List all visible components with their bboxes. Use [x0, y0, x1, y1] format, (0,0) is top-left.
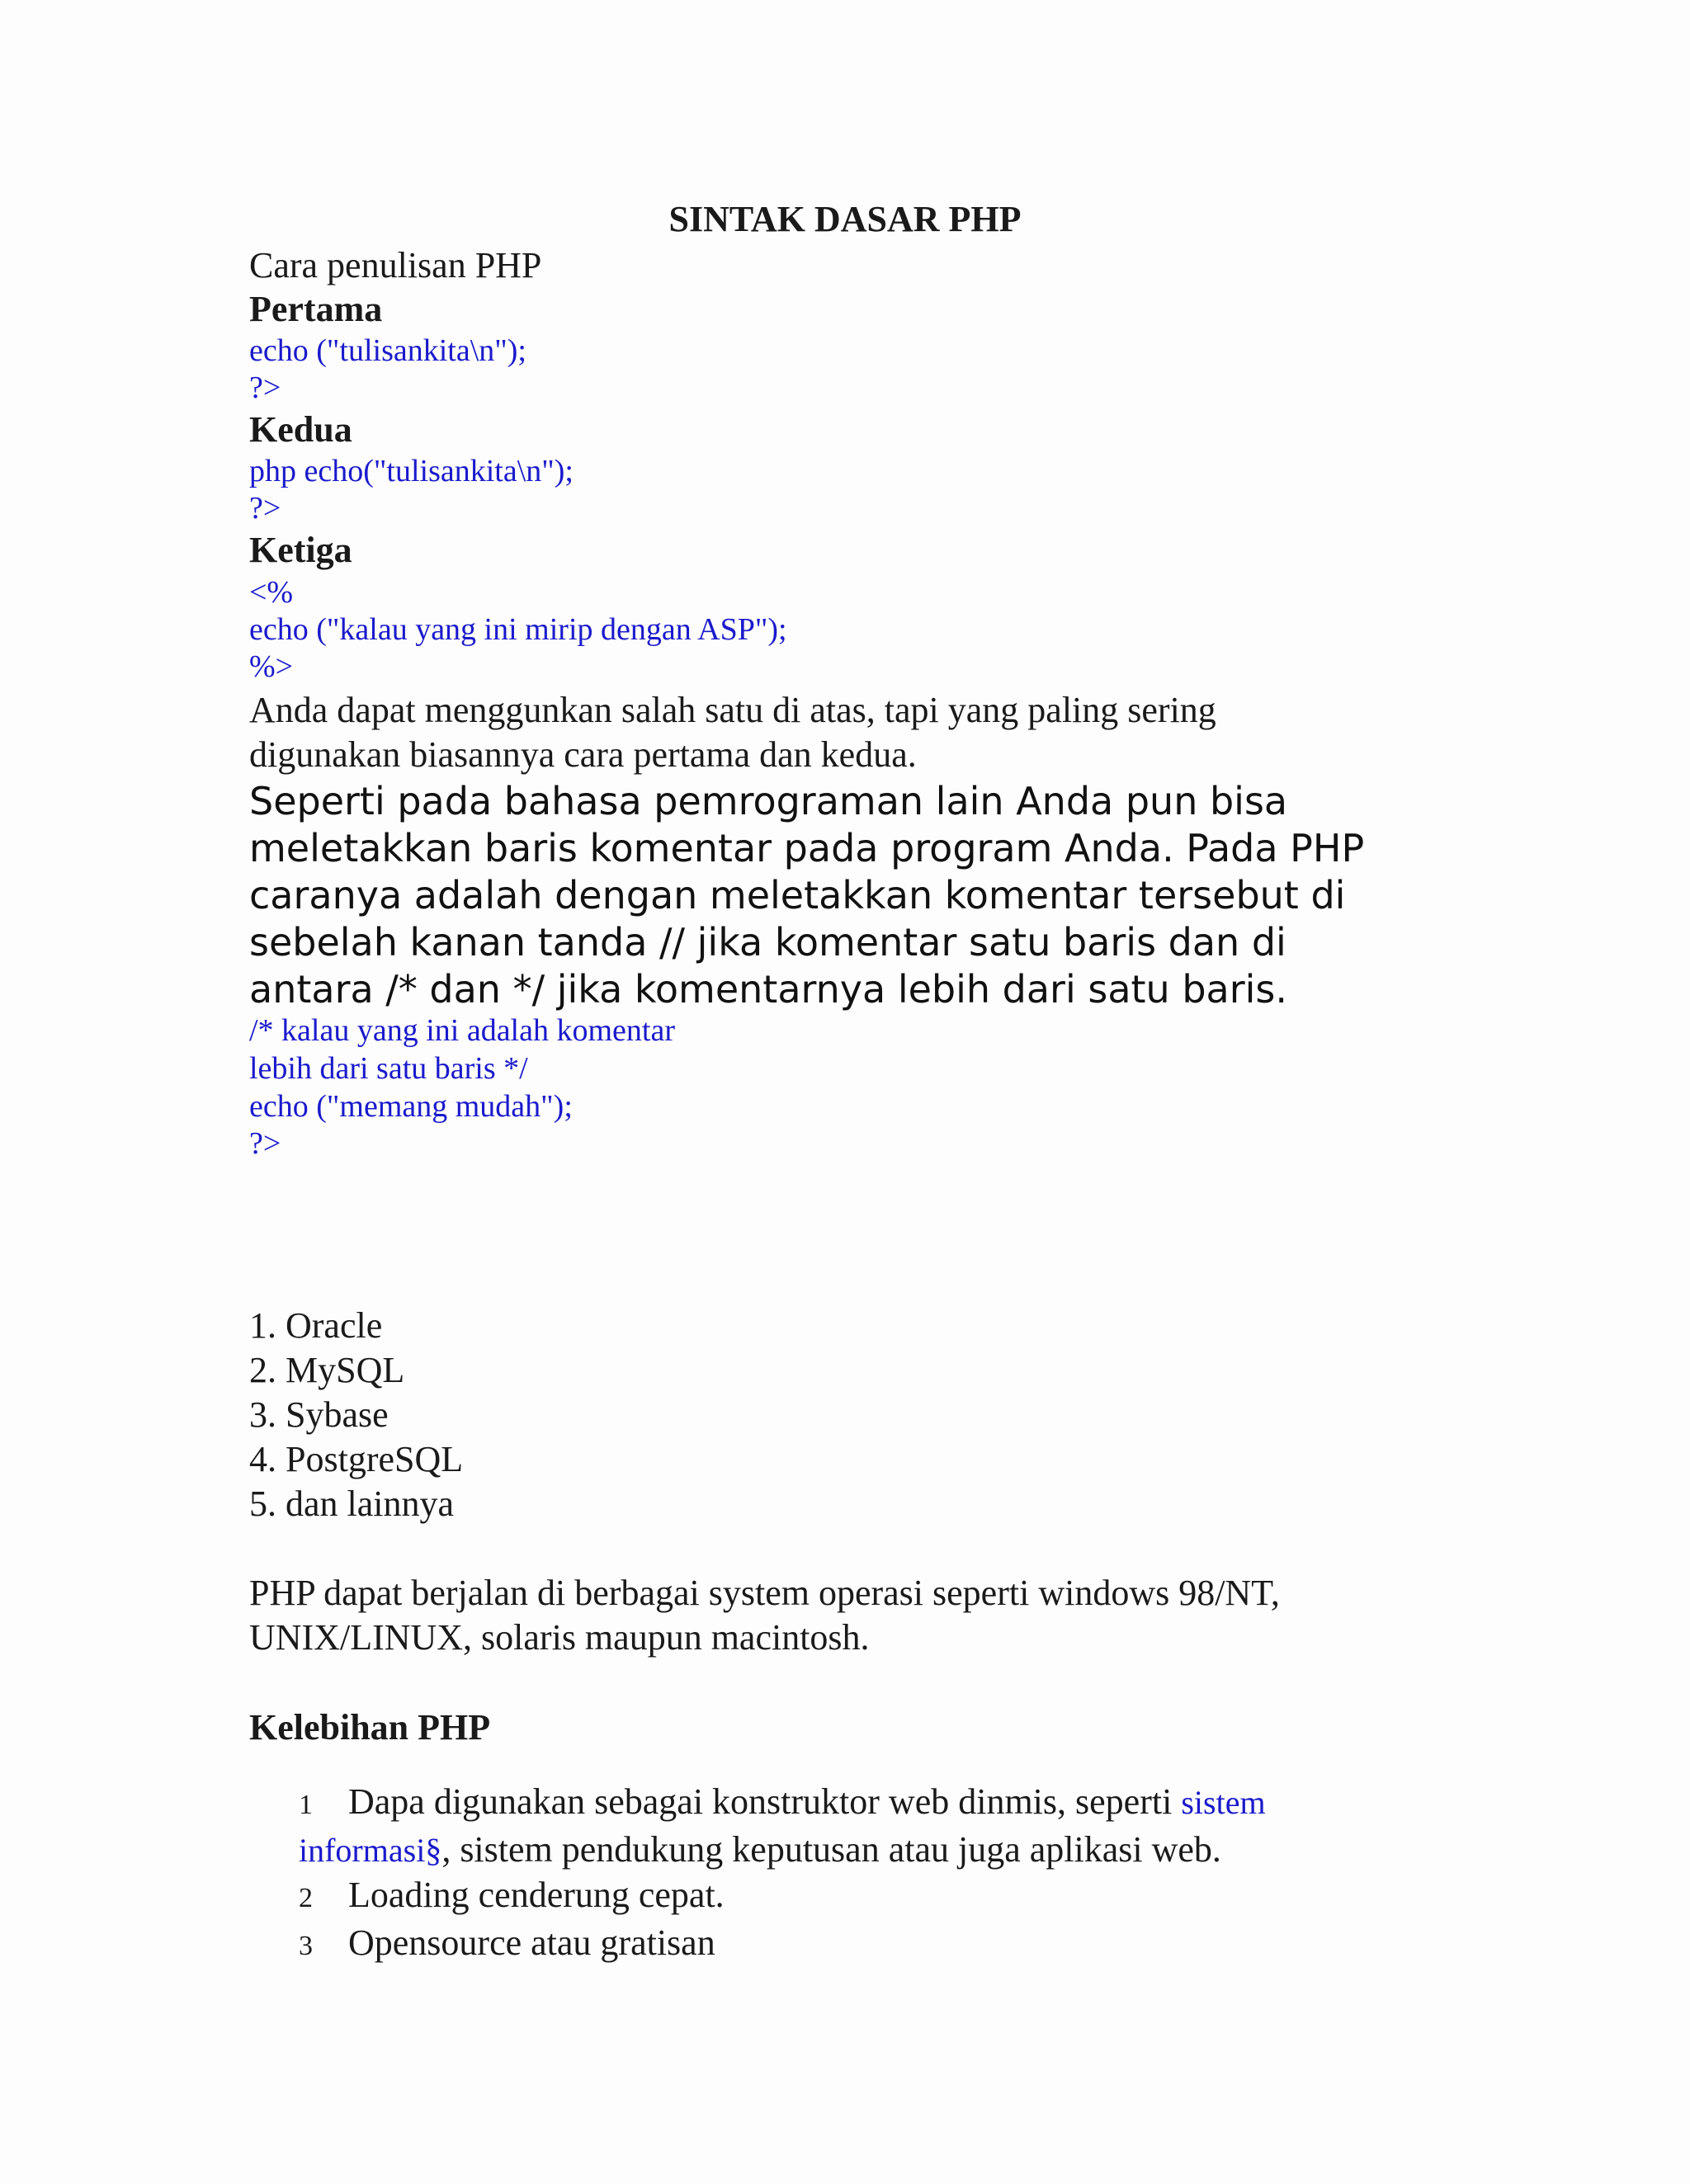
intro-text: Cara penulisan PHP — [249, 245, 542, 285]
database-list-item: 3. Sybase — [249, 1394, 389, 1435]
code-line: ?> — [249, 1126, 281, 1161]
section-heading-pertama: Pertama — [249, 289, 383, 329]
code-line: echo ("tulisankita\n"); — [249, 333, 526, 368]
comment-explanation-line: sebelah kanan tanda // jika komentar satu baris dan di — [249, 920, 1286, 965]
advantage-item — [299, 1780, 1454, 1873]
advantage-item — [299, 1873, 1454, 1921]
code-line: ?> — [249, 370, 281, 405]
paragraph-line: Anda dapat menggunkan salah satu di atas, tapi yang paling sering — [249, 690, 1216, 730]
comment-explanation-line: caranya adalah dengan meletakkan komentar tersebut di — [249, 873, 1346, 917]
item-number: 2 — [299, 1883, 313, 1913]
item-number: 1 — [299, 1790, 313, 1820]
item-text: Loading cenderung cepat. — [348, 1875, 725, 1915]
sistem-link[interactable]: sistem — [1181, 1784, 1266, 1821]
database-list-item: 1. Oracle — [249, 1305, 383, 1346]
paragraph-line: digunakan biasannya cara pertama dan kedua. — [249, 734, 917, 775]
comment-explanation-line: Seperti pada bahasa pemrograman lain Anda pun bisa — [249, 779, 1288, 823]
code-line: php echo("tulisankita\n"); — [249, 454, 574, 488]
code-line: ?> — [249, 491, 281, 526]
item-number: 3 — [299, 1931, 313, 1961]
comment-explanation-line: antara /* dan */ jika komentarnya lebih dari satu baris. — [249, 967, 1287, 1012]
item-text: , sistem pendukung keputusan atau juga aplikasi web. — [441, 1829, 1221, 1870]
section-heading-kedua: Kedua — [249, 409, 352, 450]
item-text: Opensource atau gratisan — [348, 1922, 715, 1963]
database-list-item: 2. MySQL — [249, 1350, 405, 1390]
informasi-link[interactable]: informasi§ — [299, 1832, 442, 1869]
section-heading-ketiga: Ketiga — [249, 530, 352, 570]
database-list-item: 5. dan lainnya — [249, 1484, 455, 1524]
advantages-list — [299, 1780, 1454, 1969]
advantages-heading: Kelebihan PHP — [249, 1707, 491, 1748]
code-line: %> — [249, 649, 294, 684]
os-paragraph-line: PHP dapat berjalan di berbagai system operasi seperti windows 98/NT, — [249, 1573, 1280, 1613]
code-line: echo ("kalau yang ini mirip dengan ASP"); — [249, 612, 787, 647]
code-line: echo ("memang mudah"); — [249, 1089, 573, 1124]
database-list-item: 4. PostgreSQL — [249, 1439, 464, 1479]
code-line: /* kalau yang ini adalah komentar — [249, 1013, 675, 1048]
code-line: <% — [249, 575, 294, 610]
os-paragraph-line: UNIX/LINUX, solaris maupun macintosh. — [249, 1617, 870, 1658]
code-line: lebih dari satu baris */ — [249, 1051, 528, 1086]
item-text: Dapa digunakan sebagai konstruktor web dinmis, seperti — [348, 1781, 1182, 1822]
advantage-item — [299, 1921, 1454, 1969]
comment-explanation-line: meletakkan baris komentar pada program Anda. Pada PHP — [249, 826, 1365, 870]
page-title: SINTAK DASAR PHP — [668, 199, 1022, 239]
